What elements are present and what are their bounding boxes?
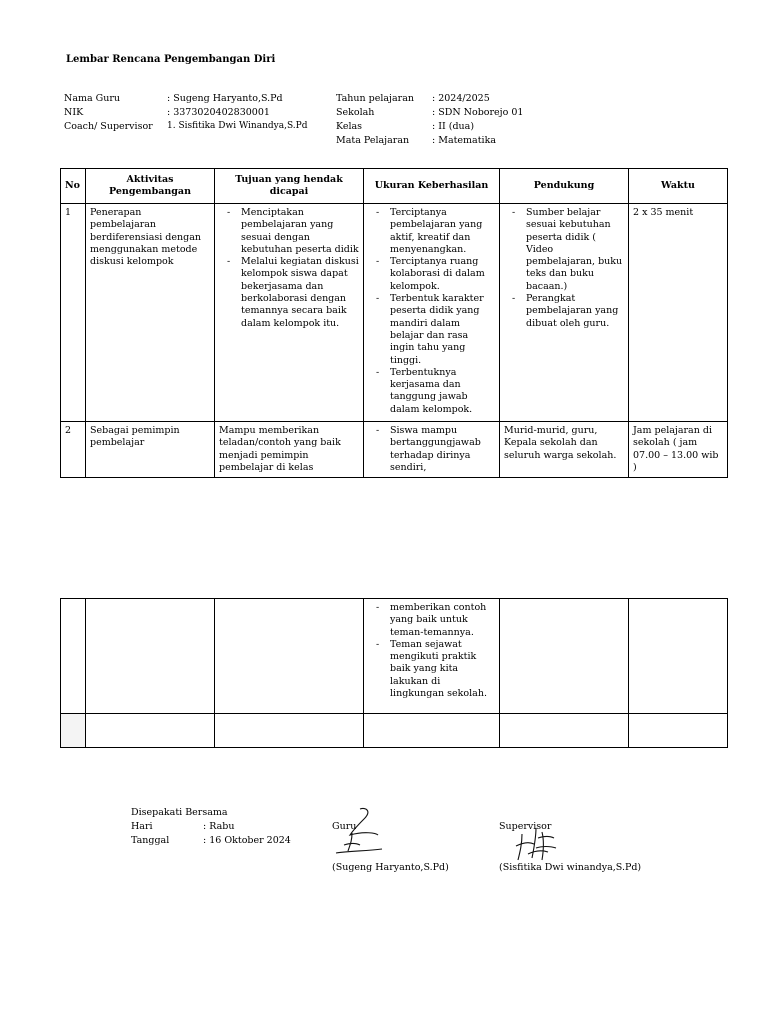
info-row-kelas bbox=[336, 121, 523, 135]
info-label: Coach/ Supervisor bbox=[64, 121, 153, 132]
tujuan-cell bbox=[215, 204, 364, 422]
info-row-mapel bbox=[336, 135, 523, 149]
header-ukuran: Ukuran Keberhasilan bbox=[364, 169, 500, 204]
teacher-info bbox=[64, 93, 307, 135]
table-row bbox=[61, 204, 728, 422]
list-item: - Perangkat pembelajaran yang dibuat oleh guru. bbox=[504, 293, 624, 330]
info-row-supervisor bbox=[64, 121, 307, 135]
table-row bbox=[61, 599, 728, 714]
header-pendukung: Pendukung bbox=[500, 169, 629, 204]
list-item: - Teman sejawat mengikuti praktik baik yang kita lakukan di lingkungan sekolah. bbox=[368, 639, 495, 700]
date-row bbox=[131, 835, 291, 849]
aktivitas-cell: Penerapan pembelajaran berdiferensiasi dengan menggunakan metode diskusi kelompok bbox=[86, 204, 215, 422]
guru-label: Guru bbox=[332, 821, 357, 832]
header-waktu: Waktu bbox=[629, 169, 728, 204]
row-number: 2 bbox=[61, 422, 86, 478]
info-value: : II (dua) bbox=[432, 121, 475, 132]
info-label: Kelas bbox=[336, 121, 363, 132]
waktu-cell: 2 x 35 menit bbox=[629, 204, 728, 422]
empty-cell bbox=[629, 714, 728, 748]
info-label: Mata Pelajaran bbox=[336, 135, 410, 146]
guru-name: (Sugeng Haryanto,S.Pd) bbox=[332, 862, 449, 873]
info-label: NIK bbox=[64, 107, 84, 118]
agreement-label: Disepakati Bersama bbox=[131, 807, 228, 818]
table-row-empty bbox=[61, 714, 728, 748]
table-header-row bbox=[61, 169, 728, 204]
tanggal-label: Tanggal bbox=[131, 835, 170, 846]
list-item: - Terciptanya ruang kolaborasi di dalam kelompok. bbox=[368, 256, 495, 293]
list-item: - Terbentuk karakter peserta didik yang mandiri dalam belajar dan rasa ingin tahu yang tinggi. bbox=[368, 293, 495, 367]
empty-cell bbox=[86, 714, 215, 748]
table-row bbox=[61, 422, 728, 478]
supervisor-label: Supervisor bbox=[499, 821, 552, 832]
info-value: : Sugeng Haryanto,S.Pd bbox=[167, 93, 283, 104]
list-item: - Melalui kegiatan diskusi kelompok siswa dapat bekerjasama dan berkolaborasi dengan temannya secara baik dalam kelompok itu. bbox=[219, 256, 359, 330]
hari-value: : Rabu bbox=[203, 821, 235, 832]
info-row-tahun bbox=[336, 93, 523, 107]
row-number bbox=[61, 599, 86, 714]
info-row-nik bbox=[64, 107, 307, 121]
document-title: Lembar Rencana Pengembangan Diri bbox=[66, 54, 276, 65]
tujuan-cell: Mampu memberikan teladan/contoh yang baik menjadi pemimpin pembelajar di kelas bbox=[215, 422, 364, 478]
hari-label: Hari bbox=[131, 821, 153, 832]
pendukung-cell: Murid-murid, guru, Kepala sekolah dan seluruh warga sekolah. bbox=[500, 422, 629, 478]
agreement-date bbox=[131, 821, 291, 849]
list-item-continuation: - memberikan contoh yang baik untuk teman-temannya. bbox=[368, 602, 495, 639]
header-tujuan: Tujuan yang hendak dicapai bbox=[215, 169, 364, 204]
aktivitas-cell bbox=[86, 599, 215, 714]
info-value: 1. Sisfitika Dwi Winandya,S.Pd bbox=[167, 121, 308, 131]
info-row-nama-guru bbox=[64, 93, 307, 107]
tujuan-cell bbox=[215, 599, 364, 714]
info-value: : SDN Noborejo 01 bbox=[432, 107, 524, 118]
date-row bbox=[131, 821, 291, 835]
info-value: : 3373020402830001 bbox=[167, 107, 270, 118]
class-info bbox=[336, 93, 523, 149]
header-no: No bbox=[61, 169, 86, 204]
empty-cell bbox=[61, 714, 86, 748]
waktu-cell bbox=[629, 599, 728, 714]
plan-table-continued bbox=[60, 598, 728, 748]
empty-cell bbox=[215, 714, 364, 748]
header-aktivitas: Aktivitas Pengembangan bbox=[86, 169, 215, 204]
list-item: - Sumber belajar sesuai kebutuhan peserta didik ( Video pembelajaran, buku teks dan buku bacaan.) bbox=[504, 207, 624, 293]
pendukung-cell bbox=[500, 204, 629, 422]
supervisor-name: (Sisfitika Dwi winandya,S.Pd) bbox=[499, 862, 642, 873]
pendukung-cell bbox=[500, 599, 629, 714]
info-label: Tahun pelajaran bbox=[336, 93, 414, 104]
ukuran-cell bbox=[364, 204, 500, 422]
guru-signature bbox=[330, 805, 390, 857]
info-row-sekolah bbox=[336, 107, 523, 121]
empty-cell bbox=[364, 714, 500, 748]
info-label: Nama Guru bbox=[64, 93, 121, 104]
info-value: : Matematika bbox=[432, 135, 496, 146]
list-item: - Terciptanya pembelajaran yang aktif, kreatif dan menyenangkan. bbox=[368, 207, 495, 256]
list-item: - Menciptakan pembelajaran yang sesuai dengan kebutuhan peserta didik bbox=[219, 207, 359, 256]
aktivitas-cell: Sebagai pemimpin pembelajar bbox=[86, 422, 215, 478]
supervisor-signature bbox=[512, 820, 564, 864]
info-label: Sekolah bbox=[336, 107, 375, 118]
tanggal-value: : 16 Oktober 2024 bbox=[203, 835, 291, 846]
waktu-cell: Jam pelajaran di sekolah ( jam 07.00 – 13.00 wib ) bbox=[629, 422, 728, 478]
ukuran-cell bbox=[364, 422, 500, 478]
empty-cell bbox=[500, 714, 629, 748]
info-value: : 2024/2025 bbox=[432, 93, 490, 104]
row-number: 1 bbox=[61, 204, 86, 422]
ukuran-cell bbox=[364, 599, 500, 714]
list-item: - Siswa mampu bertanggungjawab terhadap dirinya sendiri, bbox=[368, 425, 495, 474]
list-item: - Terbentuknya kerjasama dan tanggung jawab dalam kelompok. bbox=[368, 367, 495, 416]
plan-table bbox=[60, 168, 728, 478]
